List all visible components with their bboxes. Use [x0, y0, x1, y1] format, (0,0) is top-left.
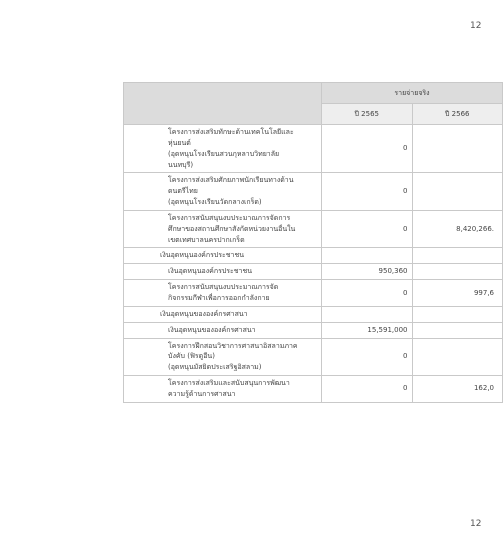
table-header-group: รายจ่ายจริง [322, 83, 503, 104]
row-label [124, 338, 322, 376]
cell-2566 [412, 248, 503, 264]
cell-2565: 0 [322, 125, 413, 173]
cell-2566 [412, 125, 503, 173]
cell-2565: 0 [322, 173, 413, 211]
section-row [124, 248, 503, 264]
cell-2565: 0 [322, 338, 413, 376]
row-label-line: โครงการฝึกสอนวิชาการศาสนาอิสลามภาค [168, 341, 298, 350]
row-label-line: โครงการส่งเสริมและสนับสนุนการพัฒนา [168, 379, 290, 388]
budget-table [123, 82, 503, 403]
section-label [124, 306, 322, 322]
row-label-line: เขตเทศบาลนครปากเกร็ด [168, 235, 245, 244]
row-label [124, 322, 322, 338]
cell-2565: 0 [322, 376, 413, 403]
row-label-line: หุ่นยนต์ [168, 138, 191, 147]
cell-2565: 0 [322, 280, 413, 307]
table-row [124, 210, 503, 248]
row-label [124, 173, 322, 211]
row-label-line: (อุดหนุนโรงเรียนวัดกลางเกร็ด) [168, 198, 262, 207]
cell-2566: 162,0 [412, 376, 503, 403]
table-header-year-2566: ปี 2566 [412, 104, 503, 125]
row-label [124, 376, 322, 403]
cell-2565: 950,360 [322, 264, 413, 280]
row-label [124, 280, 322, 307]
page-number-top: 12 [470, 21, 482, 31]
table-row [124, 125, 503, 173]
cell-2566 [412, 173, 503, 211]
row-label-line: เงินอุดหนุนขององค์กรศาสนา [168, 325, 256, 334]
table-row [124, 280, 503, 307]
cell-2566 [412, 322, 503, 338]
row-label-line: ความรู้ด้านการศาสนา [168, 389, 236, 398]
cell-2566: 8,420,266. [412, 210, 503, 248]
row-label-line: เงินอุดหนุนองค์กรประชาชน [160, 251, 245, 260]
table-header-blank [124, 83, 322, 125]
row-label-line: ดนตรีไทย [168, 187, 198, 196]
row-label-line: (อุดหนุนมัสยิดประเสริฐอิสลาม) [168, 363, 262, 372]
row-label-line: เงินอุดหนุนขององค์กรศาสนา [160, 309, 248, 318]
section-label [124, 248, 322, 264]
section-row [124, 306, 503, 322]
page-number-bottom: 12 [470, 519, 482, 529]
cell-2566 [412, 264, 503, 280]
cell-2565 [322, 248, 413, 264]
row-label-line: กิจกรรมกีฬาเพื่อการออกกำลังกาย [168, 293, 270, 302]
row-label-line: โครงการส่งเสริมทักษะด้านเทคโนโลยีและ [168, 128, 294, 136]
row-label-line: โครงการส่งเสริมศักยภาพนักเรียนทางด้าน [168, 176, 294, 185]
cell-2565: 0 [322, 210, 413, 248]
cell-2566 [412, 306, 503, 322]
cell-2565: 15,591,000 [322, 322, 413, 338]
table-row [124, 173, 503, 211]
row-label-line: บังคับ (ฟิรดูอีน) [168, 352, 215, 361]
table-row [124, 338, 503, 376]
cell-2566: 997,6 [412, 280, 503, 307]
table-header-year-2565: ปี 2565 [322, 104, 413, 125]
row-label [124, 264, 322, 280]
row-label-line: นนทบุรี) [168, 160, 194, 169]
table-row [124, 264, 503, 280]
cell-2566 [412, 338, 503, 376]
table-row [124, 322, 503, 338]
row-label-line: โครงการสนับสนุนงบประมาณการจัด [168, 283, 279, 292]
row-label-line: โครงการสนับสนุนงบประมาณการจัดการ [168, 213, 291, 222]
row-label-line: ศึกษาของสถานศึกษาสังกัดหน่วยงานอื่นใน [168, 224, 296, 233]
row-label [124, 210, 322, 248]
row-label-line: เงินอุดหนุนองค์กรประชาชน [168, 267, 253, 276]
row-label [124, 125, 322, 173]
row-label-line: (อุดหนุนโรงเรียนสวนกุหลาบวิทยาลัย [168, 149, 280, 158]
table-row [124, 376, 503, 403]
cell-2565 [322, 306, 413, 322]
